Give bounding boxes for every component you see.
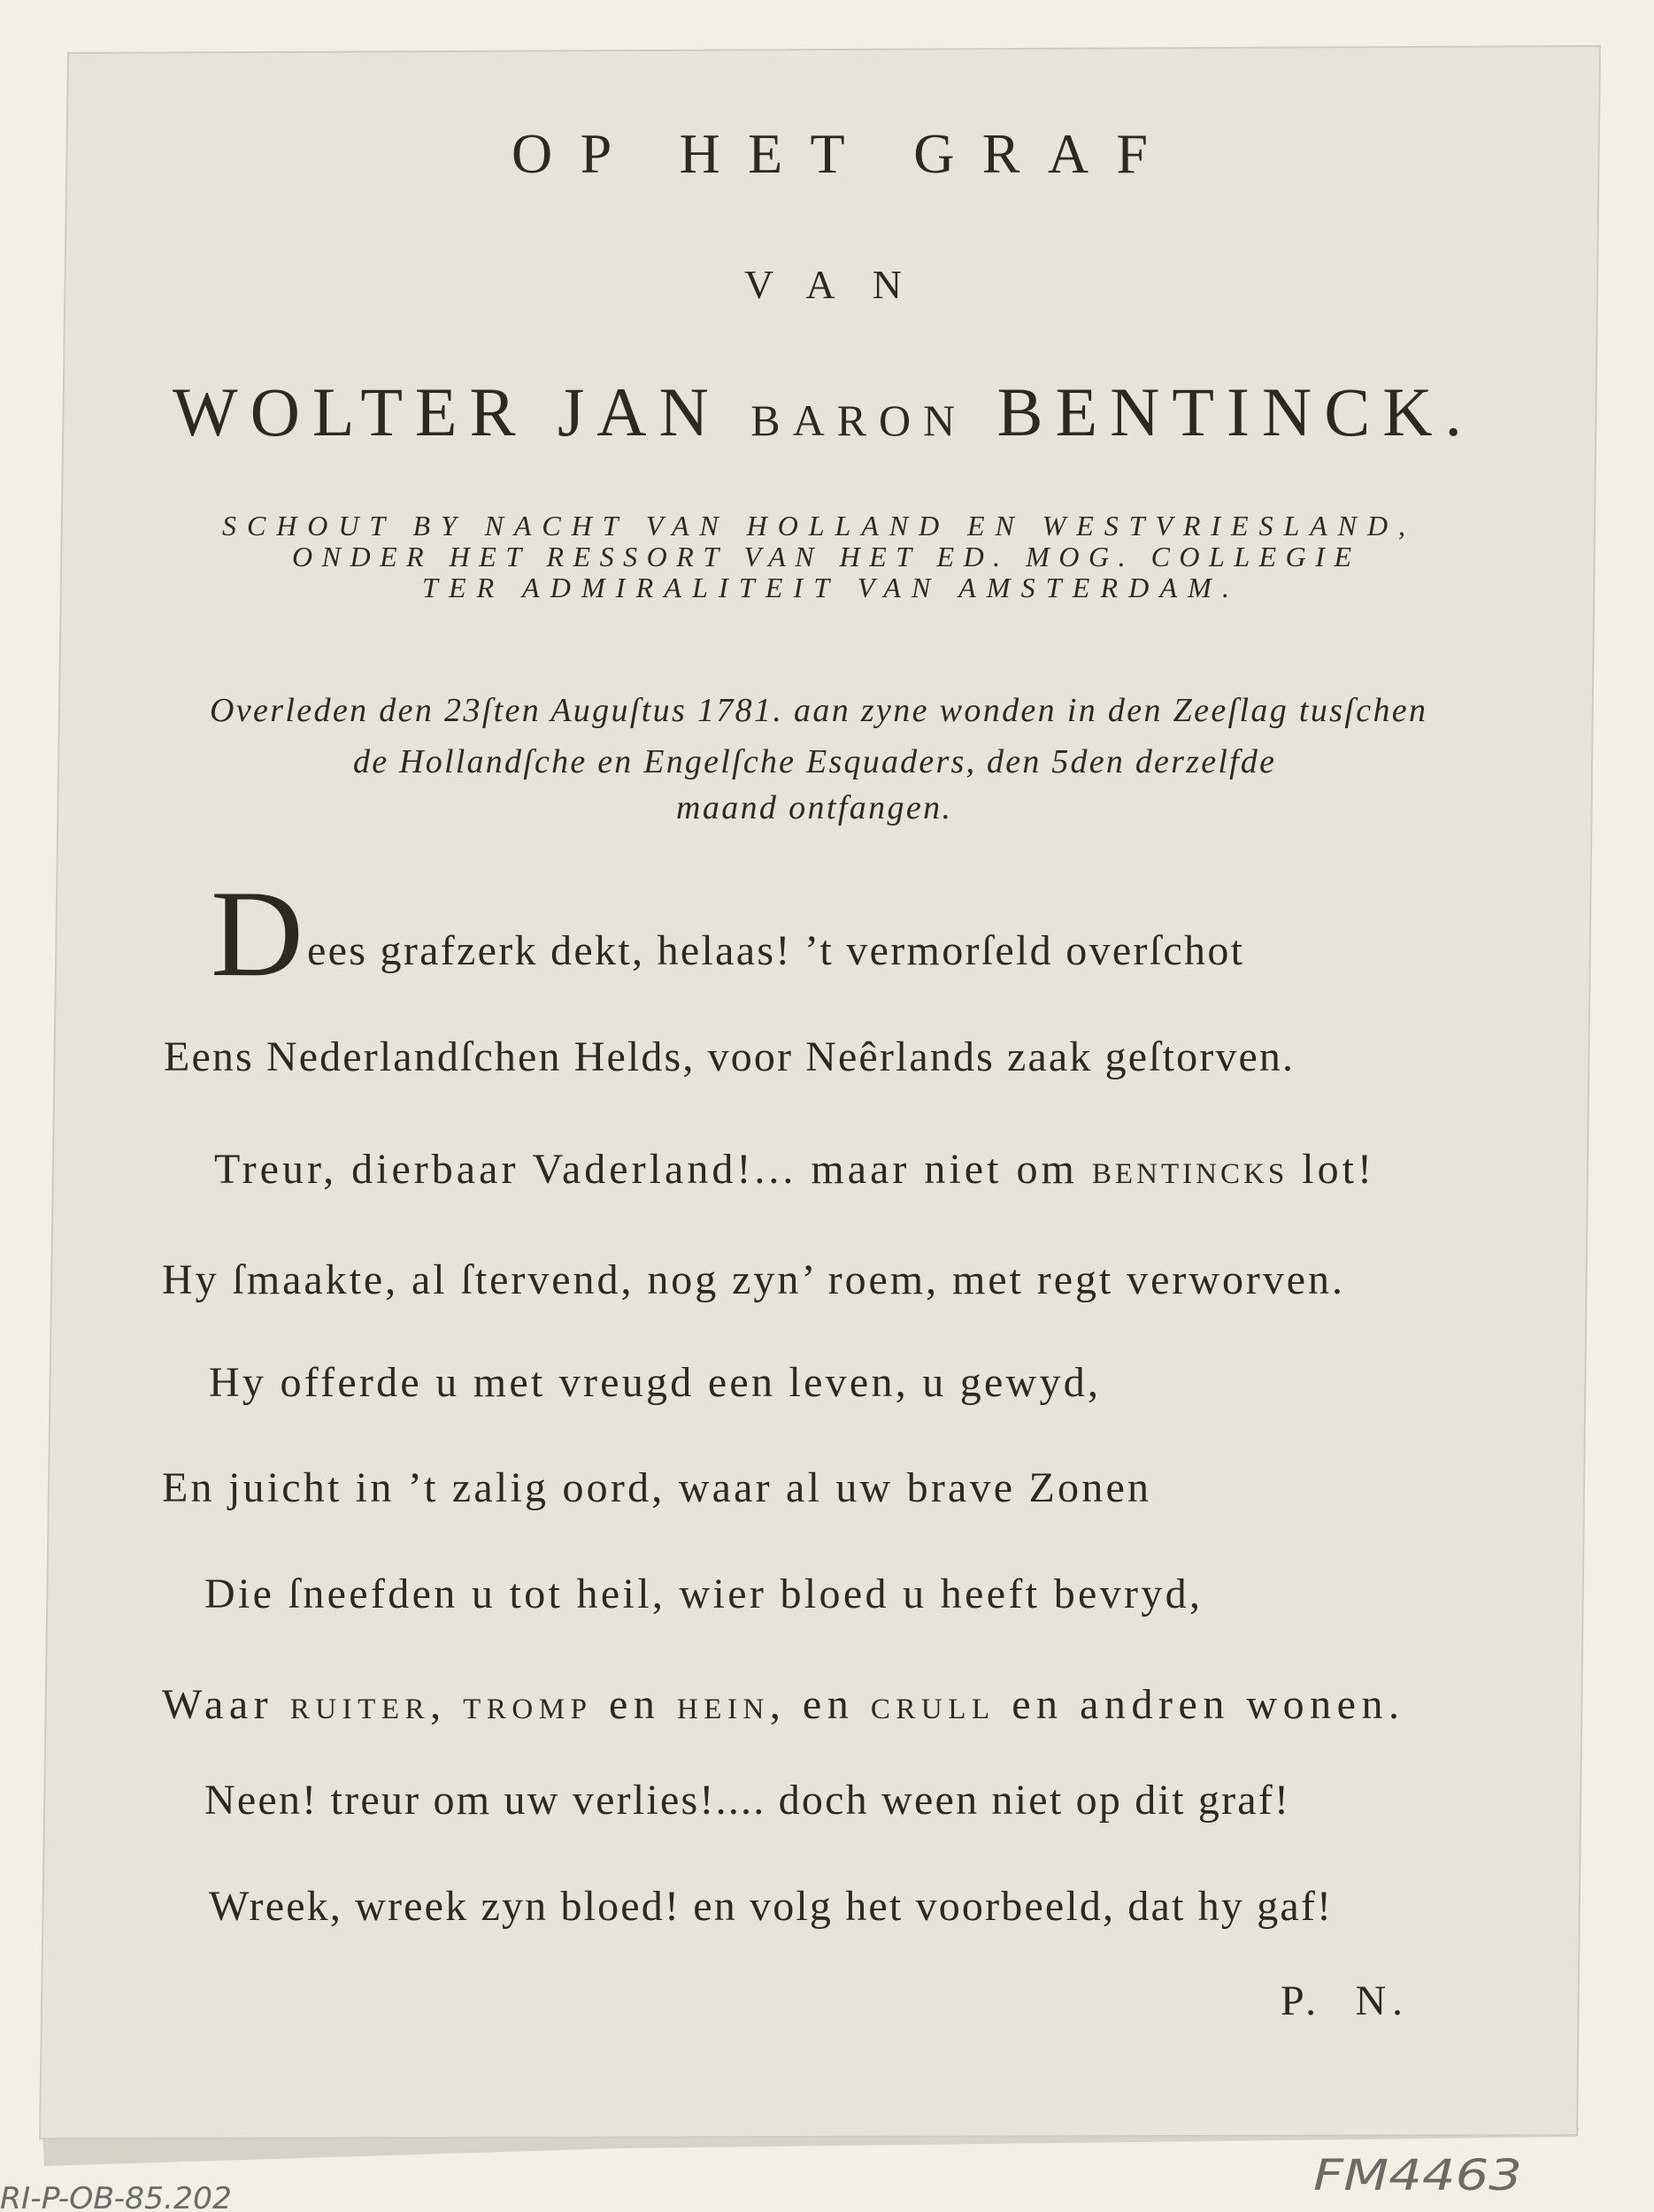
small-caps-name: TROMP [463, 1694, 587, 1725]
poem-line-7 [204, 1571, 1200, 1617]
poem-text: Hy offerde u met vreugd een leven, u gewyd, [209, 1359, 1098, 1406]
poem-text: Neen! treur om uw verlies!.... doch ween niet op dit graf! [204, 1777, 1289, 1824]
poem-line-5 [209, 1359, 1098, 1406]
poem-text: , en [769, 1681, 865, 1728]
small-caps-name: BENTINCKS [1091, 1158, 1285, 1190]
poem-line-2 [164, 1033, 1293, 1080]
poem-line-6 [162, 1464, 1149, 1511]
poem-text: Hy ſmaakte, al ſtervend, nog zyn’ roem, met regt verworven. [162, 1256, 1342, 1303]
poem-line-1: ees grafzerk dekt, helaas! ’t vermorſeld overſchot [307, 927, 1243, 974]
name-first: WOLTER JAN [173, 373, 739, 450]
death-notice-line: Overleden den 23ſten Auguſtus 1781. aan zyne wonden in den Zeeſlag tusſchen [210, 692, 1426, 729]
rank-line: TER ADMIRALITEIT VAN AMSTERDAM. [422, 572, 1229, 603]
rank-line: ONDER HET RESSORT VAN HET ED. MOG. COLLEGIE [292, 541, 1352, 572]
signature: P. N. [1281, 1978, 1403, 2024]
death-notice-line: maand ontfangen. [676, 789, 950, 826]
small-caps-name: RUITER [289, 1694, 425, 1725]
poem-text: Treur, dierbaar Vaderland!... maar niet om [214, 1146, 1089, 1193]
death-notice-line: de Hollandſche en Engelſche Esquaders, den 5den derzelfde [353, 743, 1275, 780]
poem-line-10 [209, 1883, 1331, 1930]
title: OP HET GRAF [512, 122, 1148, 185]
drop-cap: D [211, 865, 304, 1002]
rank-line: SCHOUT BY NACHT VAN HOLLAND EN WESTVRIESLAND, [222, 510, 1406, 541]
poem-text: en [592, 1681, 672, 1728]
small-caps-name: CRULL [870, 1694, 990, 1725]
poem-text: , [430, 1681, 458, 1728]
small-caps-name: HEIN [676, 1694, 765, 1725]
poem-text: Waar [162, 1681, 285, 1728]
poem-text: Die ſneefden u tot heil, wier bloed u heeft bevryd, [204, 1571, 1200, 1617]
poem-text: Eens Nederlandſchen Helds, voor Neêrlands zaak geſtorven. [164, 1033, 1294, 1080]
name-baron: BARON [750, 396, 956, 445]
catalog-mark: FM4463 [1313, 2151, 1522, 2200]
title-van: VAN [744, 262, 902, 307]
poem-text: lot! [1288, 1146, 1372, 1193]
inventory-number: RI-P-OB-85.202 [0, 2181, 232, 2212]
name-last: BENTINCK. [967, 373, 1462, 450]
poem-text: Wreek, wreek zyn bloed! en volg het voorbeeld, dat hy gaf! [209, 1883, 1331, 1930]
poem-text: en andren wonen. [995, 1681, 1399, 1728]
poem-line-9 [204, 1777, 1289, 1824]
printed-sheet [40, 46, 1600, 2139]
poem-text: En juicht in ’t zalig oord, waar al uw brave Zonen [162, 1464, 1149, 1511]
